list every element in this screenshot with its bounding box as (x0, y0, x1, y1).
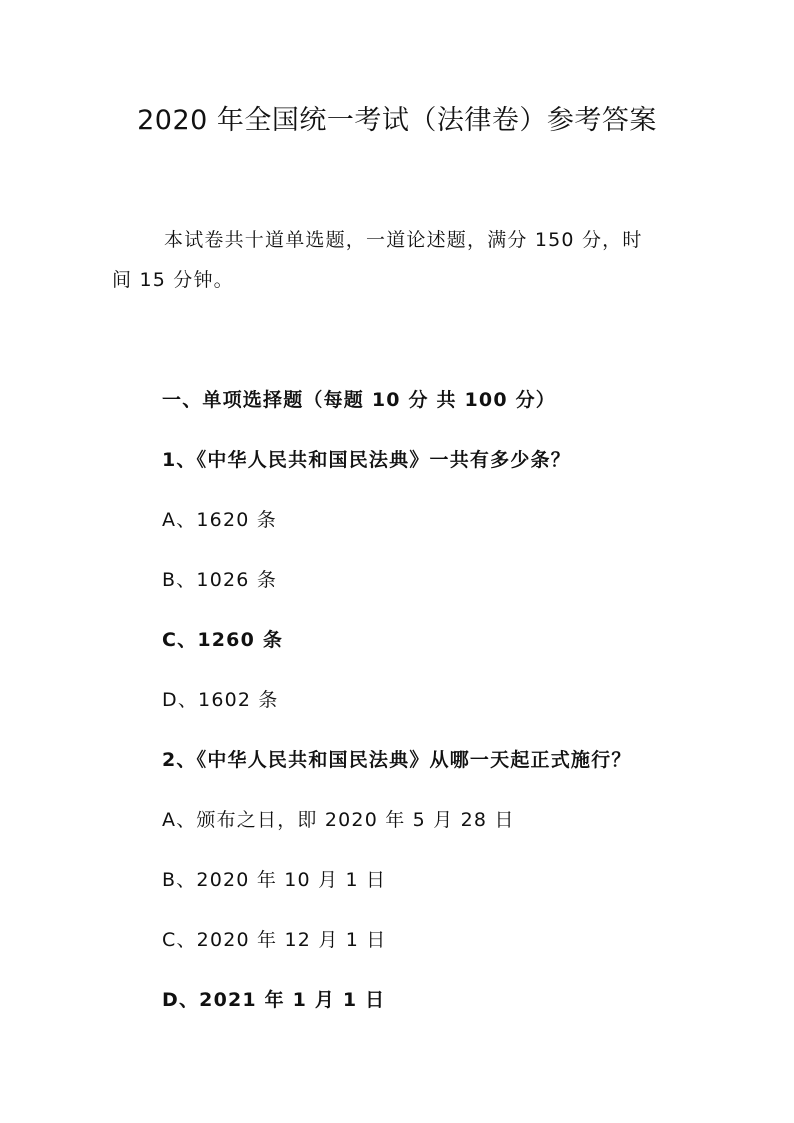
q1-option-d: D、1602 条 (162, 689, 279, 711)
section-heading: 一、单项选择题（每题 10 分 共 100 分） (162, 389, 556, 411)
intro-line-1: 本试卷共十道单选题，一道论述题，满分 150 分，时 (164, 229, 643, 251)
q1-option-a: A、1620 条 (162, 509, 277, 531)
question-2: 2、《中华人民共和国民法典》从哪一天起正式施行？ (162, 749, 632, 771)
q2-option-a: A、颁布之日，即 2020 年 5 月 28 日 (162, 809, 515, 831)
q1-option-b: B、1026 条 (162, 569, 278, 591)
q2-option-c: C、2020 年 12 月 1 日 (162, 929, 387, 951)
q1-option-c-answer: C、1260 条 (162, 629, 284, 651)
q2-option-d-answer: D、2021 年 1 月 1 日 (162, 989, 386, 1011)
q2-option-b: B、2020 年 10 月 1 日 (162, 869, 387, 891)
question-1: 1、《中华人民共和国民法典》一共有多少条？ (162, 449, 571, 471)
page-title: 2020 年全国统一考试（法律卷）参考答案 (137, 105, 657, 136)
intro-line-2: 间 15 分钟。 (112, 269, 234, 291)
intro-paragraph (112, 228, 672, 308)
